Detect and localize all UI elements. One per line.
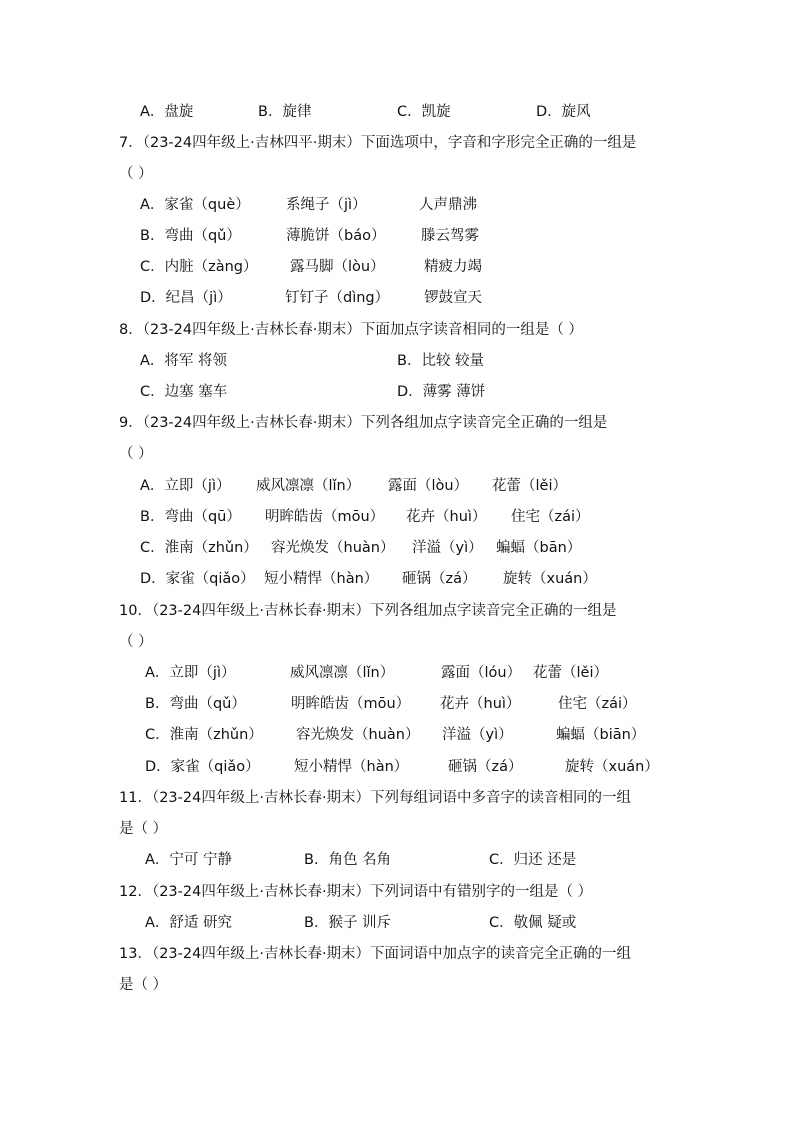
question-11-answer-paren: 是（ ） xyxy=(119,821,168,837)
question-9-stem: 9．（23-24四年级上·吉林长春·期末）下列各组加点字读音完全正确的一组是 xyxy=(119,415,608,431)
question-8-option-d[interactable]: D．薄雾 薄饼 xyxy=(397,384,486,400)
option-b[interactable]: B．旋律 xyxy=(258,104,312,120)
option-a[interactable]: A．盘旋 xyxy=(140,104,194,120)
question-7-answer-paren: （ ） xyxy=(119,166,153,182)
question-12-option-b[interactable]: B．猴子 训斥 xyxy=(304,915,392,931)
option-d[interactable]: D．旋风 xyxy=(536,104,591,120)
question-11-option-b[interactable]: B．角色 名角 xyxy=(304,852,392,868)
question-8-stem: 8．（23-24四年级上·吉林长春·期末）下面加点字读音相同的一组是（ ） xyxy=(119,322,583,338)
question-7-stem: 7．（23-24四年级上·吉林四平·期末）下面选项中，字音和字形完全正确的一组是 xyxy=(119,135,637,151)
question-13-answer-paren: 是（ ） xyxy=(119,977,168,993)
question-8-option-c[interactable]: C．边塞 塞车 xyxy=(140,384,228,400)
question-13-stem: 13．（23-24四年级上·吉林长春·期末）下面词语中加点字的读音完全正确的一组 xyxy=(119,946,632,962)
question-12-option-a[interactable]: A．舒适 研究 xyxy=(145,915,233,931)
question-11-stem: 11．（23-24四年级上·吉林长春·期末）下列每组词语中多音字的读音相同的一组 xyxy=(119,790,632,806)
question-12-option-c[interactable]: C．敬佩 疑或 xyxy=(489,915,577,931)
question-12-stem: 12．（23-24四年级上·吉林长春·期末）下列词语中有错别字的一组是（ ） xyxy=(119,884,593,900)
question-8-option-b[interactable]: B．比较 较量 xyxy=(397,353,485,369)
question-11-option-c[interactable]: C．归还 还是 xyxy=(489,852,577,868)
question-8-option-a[interactable]: A．将军 将领 xyxy=(140,353,228,369)
option-c[interactable]: C．凯旋 xyxy=(397,104,451,120)
question-10-stem: 10．（23-24四年级上·吉林长春·期末）下列各组加点字读音完全正确的一组是 xyxy=(119,603,617,619)
question-9-answer-paren: （ ） xyxy=(119,446,153,462)
question-11-option-a[interactable]: A．宁可 宁静 xyxy=(145,852,233,868)
question-10-answer-paren: （ ） xyxy=(119,634,153,650)
